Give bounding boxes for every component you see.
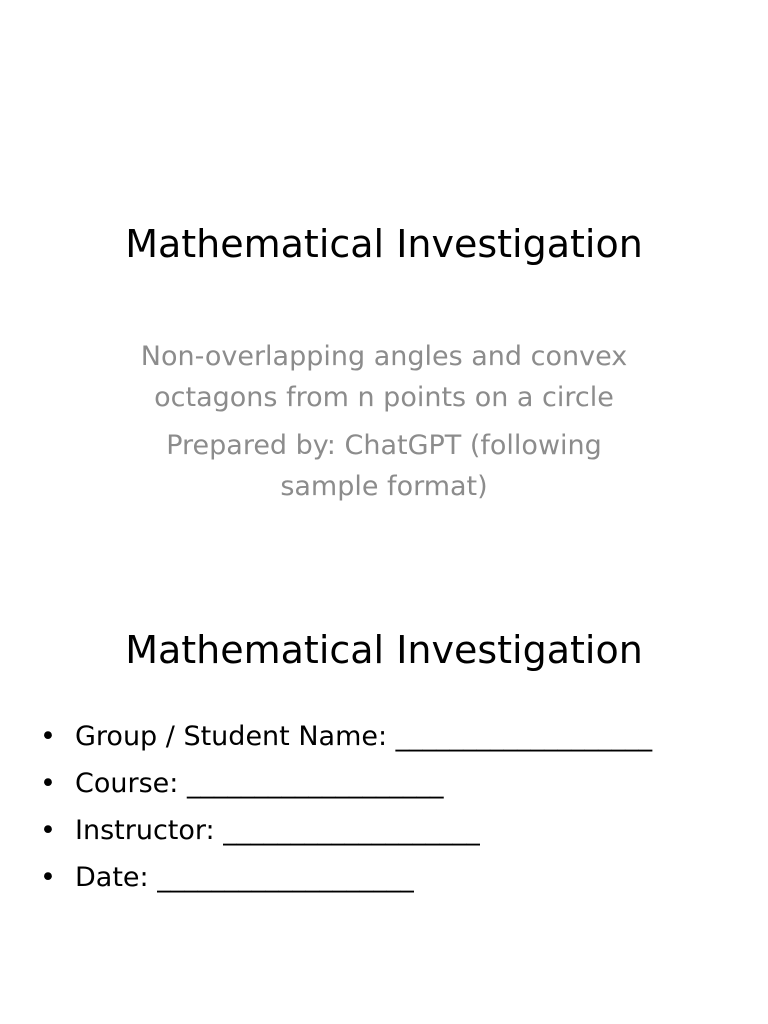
slide-subtitle [120,336,648,514]
bullet-text: Instructor: ___________________ [75,815,480,846]
slide-title: Mathematical Investigation [125,222,643,266]
bullet-text: Group / Student Name: ___________________ [75,721,653,752]
bullet-icon: • [40,721,56,752]
bullet-icon: • [40,862,56,893]
bullet-item-course [40,763,740,804]
bullet-item-group-name [40,716,740,757]
bullet-item-instructor [40,810,740,851]
subtitle-author: Prepared by: ChatGPT (following sample format) [166,430,602,502]
bullet-list [40,716,740,904]
info-slide [0,580,768,1024]
bullet-item-date [40,857,740,898]
subtitle-topic: Non-overlapping angles and convex octagons from n points on a circle [140,341,628,413]
bullet-text: Date: ___________________ [75,862,414,893]
bullet-icon: • [40,768,56,799]
bullet-text: Course: ___________________ [75,768,444,799]
bullet-icon: • [40,815,56,846]
slide-title: Mathematical Investigation [125,628,643,672]
